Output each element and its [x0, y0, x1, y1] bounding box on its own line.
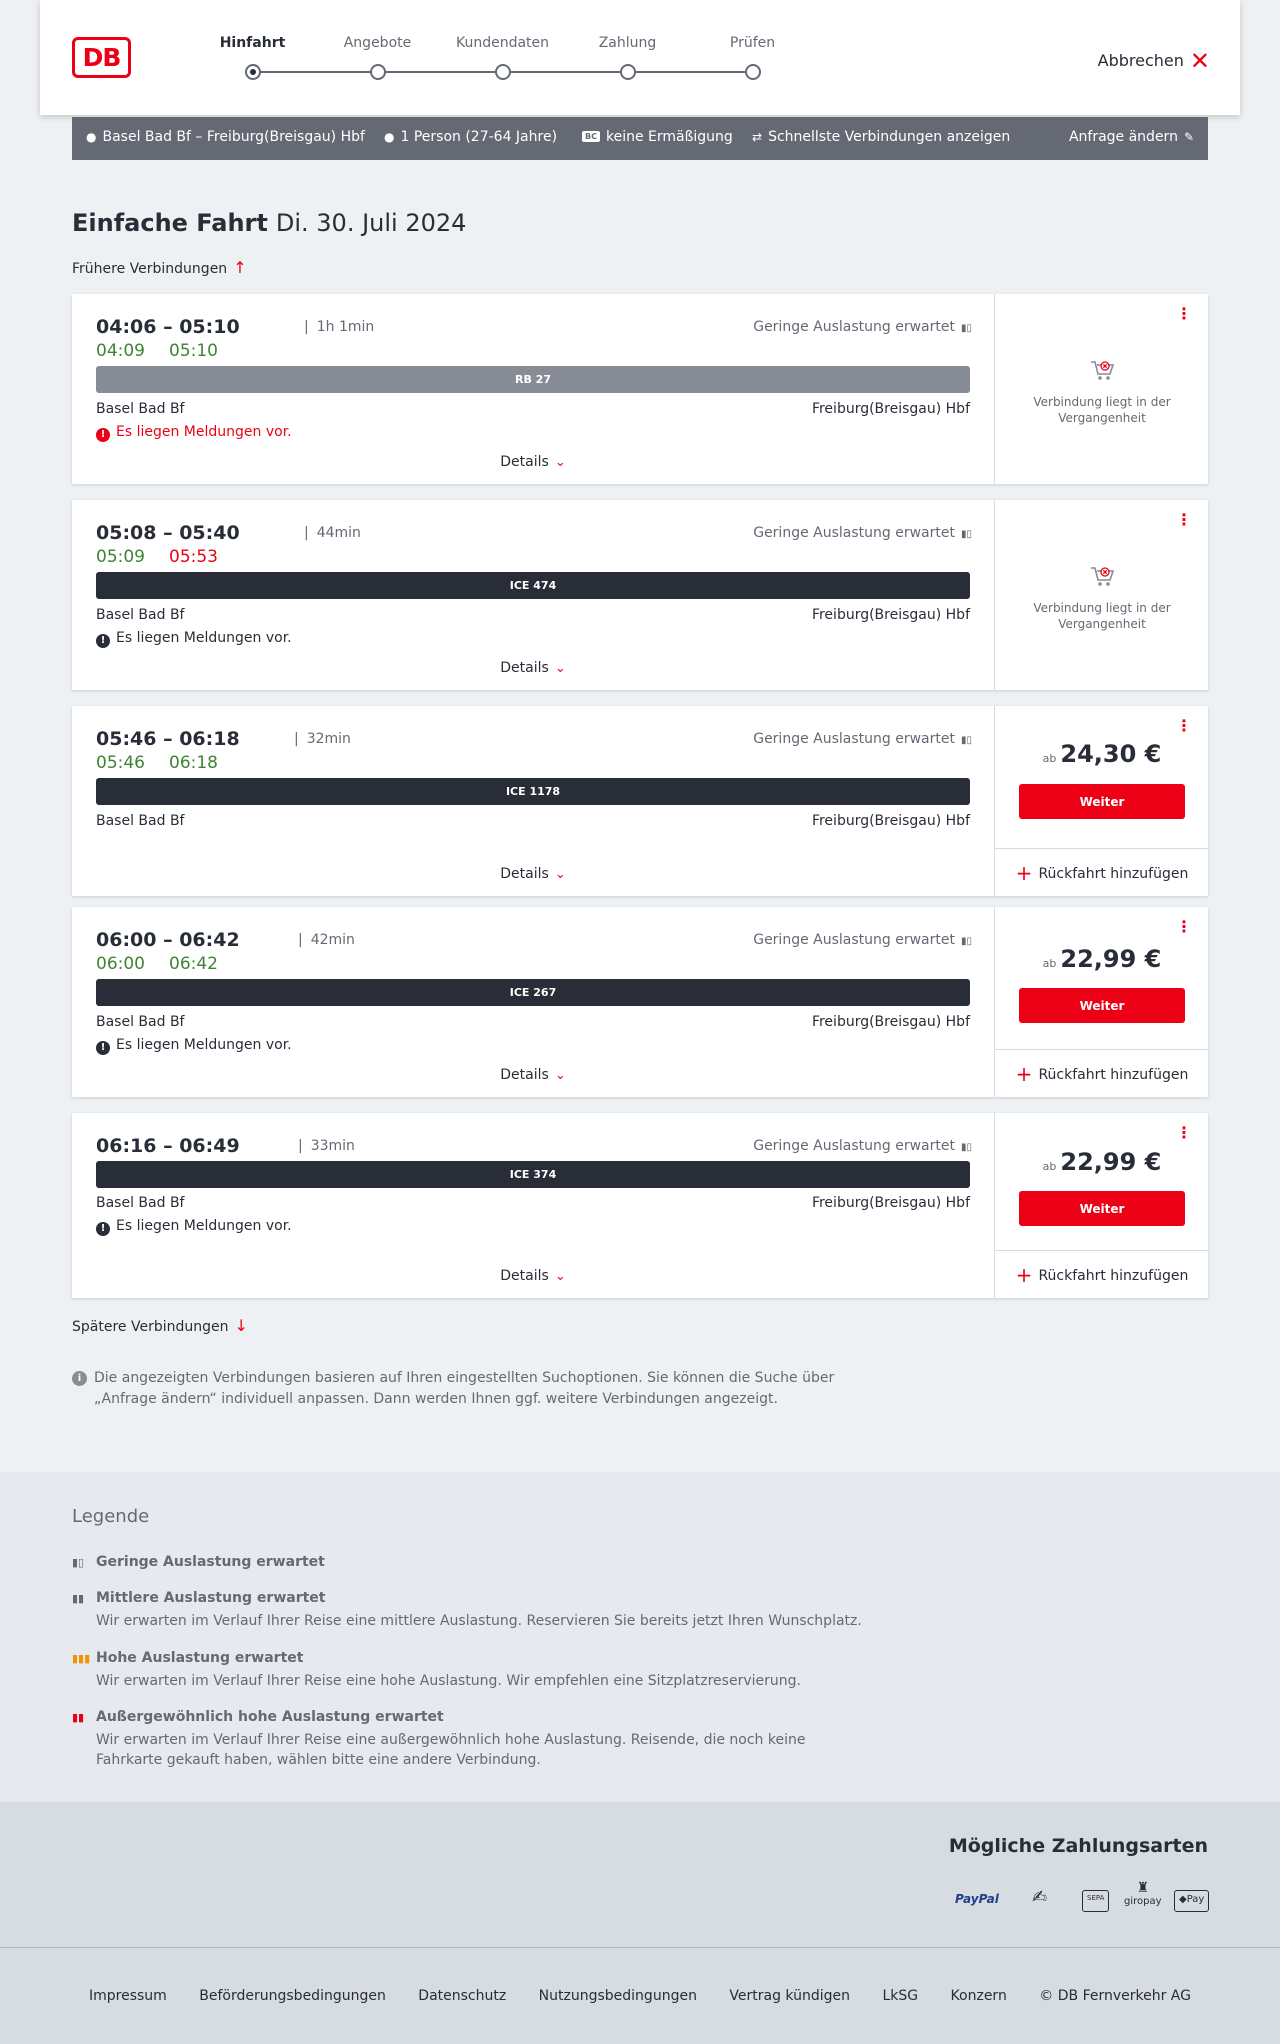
- footer-copyright[interactable]: © DB Fernverkehr AG: [1039, 1988, 1191, 2004]
- footer-link-lksg[interactable]: LkSG: [882, 1988, 919, 2004]
- more-options-icon[interactable]: ⋮: [1176, 304, 1192, 323]
- past-connection-notice: [995, 356, 1209, 426]
- connection-details: [72, 1113, 994, 1298]
- footer: [0, 1947, 1280, 2044]
- search-summary-bar: [72, 117, 1208, 160]
- load-indicator: Geringe Auslastung erwartet ▮▯: [753, 1138, 972, 1154]
- medium-load-icon: ▮▮: [72, 1592, 85, 1605]
- route-summary: [86, 129, 365, 145]
- train-bar: ICE 267: [96, 979, 970, 1006]
- add-return-trip-button[interactable]: + Rückfahrt hinzufügen: [995, 1250, 1209, 1298]
- origin-station: Basel Bad Bf: [96, 1195, 185, 1211]
- price: ab 24,30 €: [1042, 740, 1162, 768]
- destination-station: Freiburg(Breisgau) Hbf: [811, 813, 970, 829]
- change-request-label: Anfrage ändern: [1068, 129, 1178, 145]
- sepa-icon: SEPA: [1082, 1890, 1109, 1912]
- connection-details: [72, 706, 994, 896]
- details-toggle[interactable]: Details ⌄: [500, 454, 566, 470]
- apple-pay-logo: ◆Pay: [1174, 1890, 1209, 1912]
- earlier-connections-label: Frühere Verbindungen: [72, 261, 228, 277]
- person-icon: ●: [384, 130, 395, 144]
- train-bar: RB 27: [96, 366, 970, 393]
- later-connections-link[interactable]: [72, 1316, 248, 1335]
- continue-button[interactable]: Weiter: [1019, 784, 1185, 819]
- step-label: Angebote: [343, 35, 412, 51]
- low-load-icon: ▮▯: [960, 1142, 972, 1153]
- origin-station: Basel Bad Bf: [96, 401, 185, 417]
- planned-times: 05:08 – 05:40: [96, 522, 240, 544]
- footer-link-nutzungsbedingungen[interactable]: Nutzungsbedingungen: [538, 1988, 697, 2004]
- details-toggle[interactable]: Details ⌄: [500, 660, 566, 676]
- realtime-arrival-delayed: 05:53: [169, 547, 218, 567]
- more-options-icon[interactable]: ⋮: [1176, 917, 1192, 936]
- location-pin-icon: ●: [86, 130, 97, 144]
- origin-station: Basel Bad Bf: [96, 813, 185, 829]
- chevron-down-icon: ⌄: [554, 455, 566, 470]
- low-load-icon: ▮▯: [72, 1556, 85, 1569]
- planned-times: 04:06 – 05:10: [96, 316, 240, 338]
- past-text: Verbindung liegt in der Vergangenheit: [1033, 395, 1171, 425]
- past-text: Verbindung liegt in der Vergangenheit: [1033, 601, 1171, 631]
- step-current-dot: [245, 64, 261, 80]
- step-hinfahrt[interactable]: [190, 0, 315, 115]
- high-load-icon: ▮▮▮: [72, 1652, 91, 1665]
- connection-card[interactable]: [72, 1113, 1208, 1298]
- realtime-arrival: 06:42: [169, 954, 218, 974]
- chevron-down-icon: ⌄: [554, 1068, 566, 1083]
- details-toggle[interactable]: Details ⌄: [500, 1268, 566, 1284]
- pencil-icon: ✎: [1183, 130, 1194, 144]
- close-icon: ✕: [1189, 47, 1210, 75]
- route-text: Basel Bad Bf – Freiburg(Breisgau) Hbf: [102, 129, 365, 145]
- chevron-down-icon: ⌄: [554, 867, 566, 882]
- realtime-arrival: 06:18: [169, 753, 218, 773]
- chevron-down-icon: ⌄: [554, 661, 566, 676]
- connection-card[interactable]: [72, 907, 1208, 1097]
- offer-panel: [994, 1113, 1208, 1298]
- bahncard-icon: BC: [582, 131, 600, 142]
- more-options-icon[interactable]: ⋮: [1176, 510, 1192, 529]
- paypal-logo: PayPal: [955, 1892, 999, 1906]
- origin-station: Basel Bad Bf: [96, 1014, 185, 1030]
- realtime-departure: 06:00: [96, 954, 145, 974]
- plus-icon: +: [1015, 1062, 1033, 1086]
- travel-date: Di. 30. Juli 2024: [275, 209, 467, 237]
- disruption-message: ! Es liegen Meldungen vor.: [96, 1218, 292, 1236]
- alert-icon: !: [96, 634, 110, 648]
- footer-link-impressum[interactable]: Impressum: [89, 1988, 167, 2004]
- trip-type: Einfache Fahrt: [72, 209, 268, 237]
- alert-icon: !: [96, 1222, 110, 1236]
- step-kundendaten: [440, 0, 565, 115]
- plus-icon: +: [1015, 861, 1033, 885]
- search-options-note: [72, 1368, 852, 1410]
- swap-arrows-icon: ⇄: [752, 130, 763, 144]
- legend-title: Legende: [72, 1506, 150, 1527]
- footer-link-datenschutz[interactable]: Datenschutz: [418, 1988, 507, 2004]
- cancel-label: Abbrechen: [1097, 51, 1184, 70]
- step-dot: [745, 64, 761, 80]
- legend-desc: Wir erwarten im Verlauf Ihrer Reise eine mittlere Auslastung. Reservieren Sie bereits jetzt Ihren Wunschplatz.: [96, 1613, 862, 1629]
- duration: | 33min: [298, 1138, 355, 1154]
- train-bar: ICE 374: [96, 1161, 970, 1188]
- disruption-message: ! Es liegen Meldungen vor.: [96, 424, 292, 442]
- low-load-icon: ▮▯: [960, 936, 972, 947]
- continue-button[interactable]: Weiter: [1019, 988, 1185, 1023]
- continue-button[interactable]: Weiter: [1019, 1191, 1185, 1226]
- step-label: Hinfahrt: [219, 35, 286, 51]
- duration: | 32min: [294, 731, 351, 747]
- connection-details: [72, 907, 994, 1097]
- fastest-toggle[interactable]: [752, 129, 1010, 145]
- low-load-icon: ▮▯: [960, 529, 972, 540]
- connection-card[interactable]: [72, 500, 1208, 690]
- extreme-load-icon: ▮▮: [72, 1711, 85, 1724]
- page-title: [72, 209, 466, 237]
- realtime-arrival: 05:10: [169, 341, 218, 361]
- cancel-button[interactable]: [1098, 47, 1210, 75]
- alert-icon: !: [96, 428, 110, 442]
- footer-link-vertrag-kuendigen[interactable]: Vertrag kündigen: [729, 1988, 850, 2004]
- add-return-trip-button[interactable]: + Rückfahrt hinzufügen: [995, 1049, 1209, 1097]
- step-label: Zahlung: [598, 35, 657, 51]
- chevron-down-icon: ⌄: [554, 1269, 566, 1284]
- arrow-down-icon: ↓: [234, 1316, 248, 1335]
- step-angebote: [315, 0, 440, 115]
- low-load-icon: ▮▯: [960, 735, 972, 746]
- footer-link-befoerderungsbedingungen[interactable]: Beförderungsbedingungen: [199, 1988, 386, 2004]
- details-toggle[interactable]: Details ⌄: [500, 1067, 566, 1083]
- db-logo[interactable]: DB: [72, 37, 131, 78]
- legend-desc: Wir erwarten im Verlauf Ihrer Reise eine außergewöhnlich hohe Auslastung. Reisende, die noch keine Fahrkarte gekauft haben, wählen bitte eine andere Verbindung.: [96, 1732, 806, 1768]
- persons-summary: [384, 129, 557, 145]
- earlier-connections-link[interactable]: [72, 258, 247, 277]
- price: ab 22,99 €: [1042, 1148, 1162, 1176]
- step-zahlung: [565, 0, 690, 115]
- persons-text: 1 Person (27-64 Jahre): [400, 129, 558, 145]
- origin-station: Basel Bad Bf: [96, 607, 185, 623]
- disruption-message: ! Es liegen Meldungen vor.: [96, 1037, 292, 1055]
- duration: | 44min: [304, 525, 361, 541]
- destination-station: Freiburg(Breisgau) Hbf: [811, 1195, 970, 1211]
- more-options-icon[interactable]: ⋮: [1176, 1123, 1192, 1142]
- info-icon: i: [72, 1371, 87, 1386]
- footer-links: [0, 1988, 1280, 2004]
- direct-debit-hand-icon: ✍: [1032, 1887, 1048, 1908]
- offer-panel: [994, 706, 1208, 896]
- planned-times: 06:16 – 06:49: [96, 1135, 240, 1157]
- fastest-text: Schnellste Verbindungen anzeigen: [768, 129, 1011, 145]
- discount-summary: [582, 129, 733, 145]
- step-pruefen: [690, 0, 815, 115]
- step-label: Prüfen: [729, 35, 776, 51]
- later-connections-label: Spätere Verbindungen: [72, 1319, 229, 1335]
- past-connection-notice: [995, 562, 1209, 632]
- connection-card[interactable]: [72, 294, 1208, 484]
- offer-panel: [994, 500, 1208, 690]
- load-indicator: Geringe Auslastung erwartet ▮▯: [753, 731, 972, 747]
- payment-methods-section: [0, 1802, 1280, 1947]
- realtime-departure: 04:09: [96, 341, 145, 361]
- connection-details: [72, 294, 994, 484]
- train-bar: ICE 474: [96, 572, 970, 599]
- note-text: Die angezeigten Verbindungen basieren auf Ihren eingestellten Suchoptionen. Sie können die Suche über „Anfrage ändern“ individuell anpassen. Dann werden Ihnen ggf. weitere Verbindungen angezeigt.: [94, 1370, 835, 1407]
- duration: | 42min: [298, 932, 355, 948]
- legend-item-extreme: ▮▮ Außergewöhnlich hohe Auslastung erwartet Wir erwarten im Verlauf Ihrer Reise eine außergewöhnlich hohe Auslastung. Reisende, die noch keine Fahrkarte gekauft haben, wählen bitte eine andere Verbindung.: [72, 1709, 872, 1770]
- footer-link-konzern[interactable]: Konzern: [950, 1988, 1007, 2004]
- legend-item-medium: ▮▮ Mittlere Auslastung erwartet Wir erwarten im Verlauf Ihrer Reise eine mittlere Auslastung. Reservieren Sie bereits jetzt Ihren Wunschplatz.: [72, 1590, 872, 1631]
- add-return-trip-button[interactable]: + Rückfahrt hinzufügen: [995, 848, 1209, 896]
- load-indicator: Geringe Auslastung erwartet ▮▯: [753, 319, 972, 335]
- discount-text: keine Ermäßigung: [605, 129, 733, 145]
- load-indicator: Geringe Auslastung erwartet ▮▯: [753, 525, 972, 541]
- offer-panel: [994, 907, 1208, 1097]
- booking-stepper: [190, 0, 776, 115]
- legend-section: [0, 1472, 1280, 1802]
- legend-item-low: ▮▯ Geringe Auslastung erwartet: [72, 1554, 325, 1570]
- more-options-icon[interactable]: ⋮: [1176, 716, 1192, 735]
- cart-unavailable-icon: [1088, 562, 1116, 590]
- booking-header: [40, 0, 1240, 115]
- arrow-up-icon: ↑: [233, 258, 247, 277]
- connection-card[interactable]: [72, 706, 1208, 896]
- disruption-message: ! Es liegen Meldungen vor.: [96, 630, 292, 648]
- destination-station: Freiburg(Breisgau) Hbf: [811, 401, 970, 417]
- realtime-departure: 05:46: [96, 753, 145, 773]
- duration: | 1h 1min: [304, 319, 375, 335]
- details-toggle[interactable]: Details ⌄: [500, 866, 566, 882]
- price: ab 22,99 €: [1042, 945, 1162, 973]
- payment-title: Mögliche Zahlungsarten: [948, 1835, 1208, 1857]
- step-dot: [495, 64, 511, 80]
- change-request-button[interactable]: [1069, 129, 1194, 145]
- offer-panel: [994, 294, 1208, 484]
- destination-station: Freiburg(Breisgau) Hbf: [811, 1014, 970, 1030]
- step-label: Kundendaten: [455, 35, 550, 51]
- destination-station: Freiburg(Breisgau) Hbf: [811, 607, 970, 623]
- train-bar: ICE 1178: [96, 778, 970, 805]
- realtime-departure: 05:09: [96, 547, 145, 567]
- load-indicator: Geringe Auslastung erwartet ▮▯: [753, 932, 972, 948]
- planned-times: 05:46 – 06:18: [96, 728, 240, 750]
- planned-times: 06:00 – 06:42: [96, 929, 240, 951]
- low-load-icon: ▮▯: [960, 323, 972, 334]
- legend-desc: Wir erwarten im Verlauf Ihrer Reise eine hohe Auslastung. Wir empfehlen eine Sitzplatzreservierung.: [96, 1673, 801, 1689]
- cart-unavailable-icon: [1088, 356, 1116, 384]
- step-dot: [620, 64, 636, 80]
- step-dot: [370, 64, 386, 80]
- giropay-logo: ♜ giropay: [1124, 1880, 1162, 1907]
- alert-icon: !: [96, 1041, 110, 1055]
- plus-icon: +: [1015, 1263, 1033, 1287]
- connection-details: [72, 500, 994, 690]
- legend-item-high: ▮▮▮ Hohe Auslastung erwartet Wir erwarten im Verlauf Ihrer Reise eine hohe Auslastung. Wir empfehlen eine Sitzplatzreservierung.: [72, 1650, 872, 1691]
